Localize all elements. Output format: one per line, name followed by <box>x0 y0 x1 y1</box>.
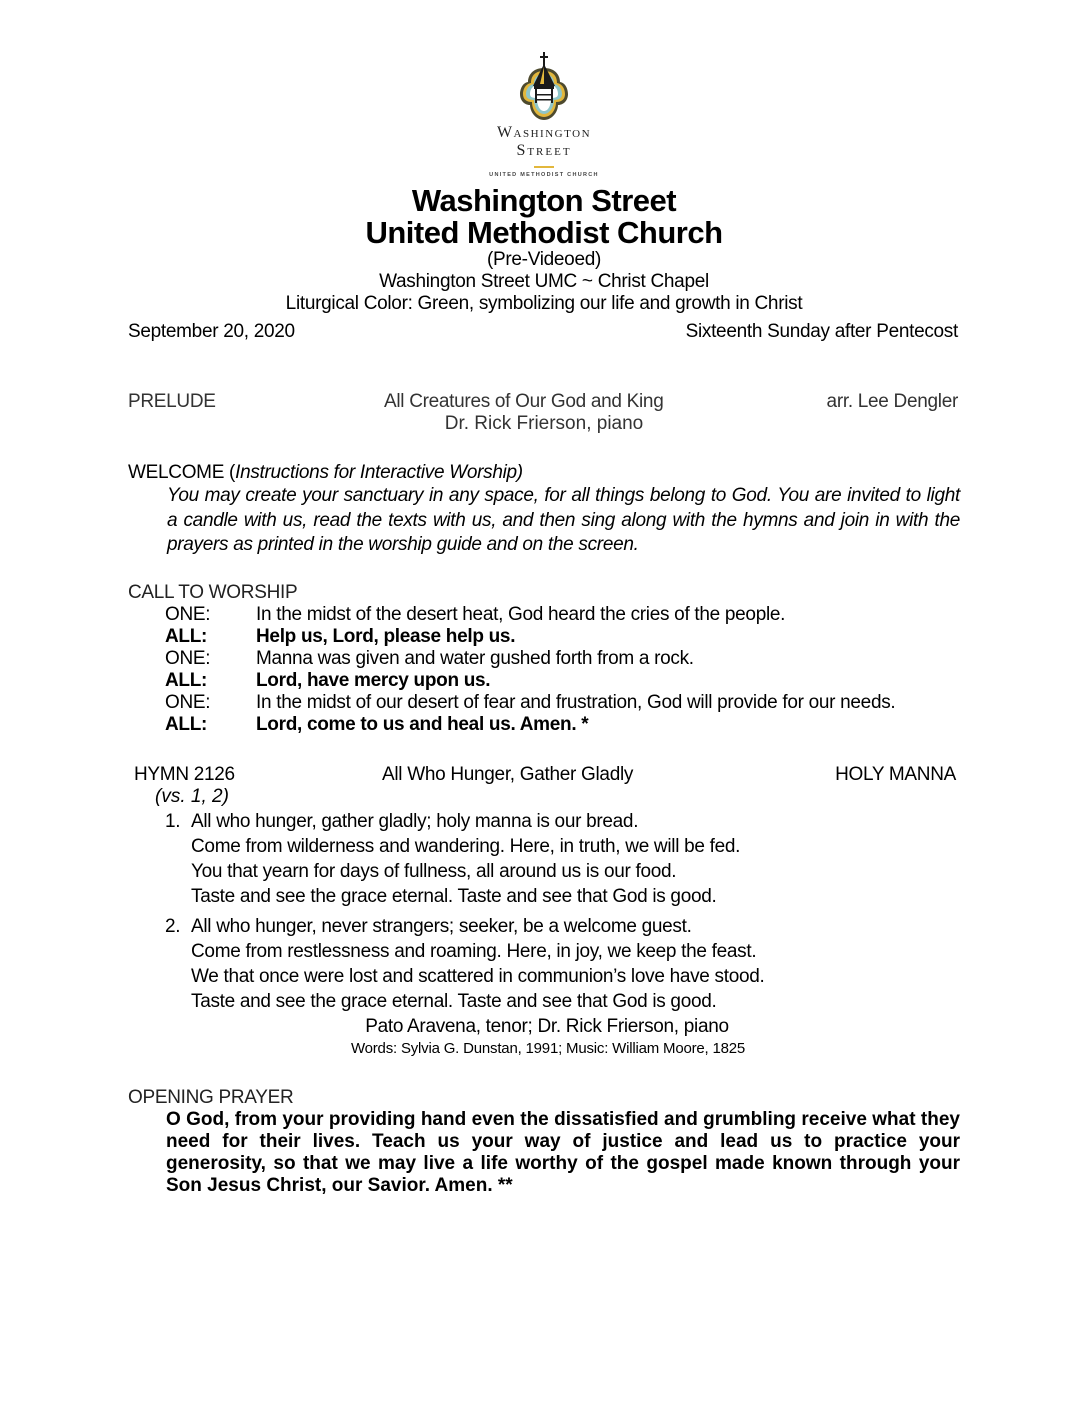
hymn-credits <box>0 1040 1088 1058</box>
service-location: Washington Street UMC ~ Christ Chapel <box>379 271 709 292</box>
litany-text: Lord, come to us and heal us. Amen. * <box>256 713 589 735</box>
hymn-verse <box>165 914 965 1014</box>
litany-speaker: ALL: <box>165 713 208 735</box>
litany-line <box>165 692 955 714</box>
page-title-line2: United Methodist Church <box>365 215 723 250</box>
prelude-title: All Creatures of Our God and King <box>384 391 664 412</box>
call-to-worship-list <box>165 604 955 736</box>
logo-wordmark-line2: Street <box>516 142 572 159</box>
logo-wordmark-line1: Washington <box>496 124 592 141</box>
hymn-number: HYMN 2126 <box>134 763 235 785</box>
service-note: (Pre-Videoed) <box>486 249 602 270</box>
litany-line <box>165 648 955 670</box>
verse-number: 2. <box>165 915 181 937</box>
litany-speaker: ONE: <box>165 691 211 713</box>
church-logo <box>469 50 619 179</box>
verse-line: Taste and see the grace eternal. Taste and see that God is good. <box>191 990 717 1012</box>
prelude-arranger: arr. Lee Dengler <box>826 391 958 412</box>
logo-subtitle: UNITED METHODIST CHURCH <box>489 172 599 178</box>
welcome-subtitle: Instructions for Interactive Worship) <box>235 462 523 483</box>
verse-line: Come from restlessness and roaming. Here, in joy, we keep the feast. <box>191 940 757 962</box>
logo-divider <box>534 166 554 168</box>
verse-line: Come from wilderness and wandering. Here, in truth, we will be fed. <box>191 835 741 857</box>
prelude-label: PRELUDE <box>128 391 216 412</box>
litany-speaker: ALL: <box>165 625 208 647</box>
welcome-body: You may create your sanctuary in any space, for all things belong to God. You are invited to light a candle with us, read the texts with us, and then sing along with the hymns and join in with the prayers as printed in the worship guide and on the screen. <box>167 485 960 555</box>
litany-line <box>165 604 955 626</box>
litany-line <box>165 626 955 648</box>
hymn-row <box>134 764 956 786</box>
litany-text: Help us, Lord, please help us. <box>256 625 516 647</box>
opening-prayer-body: O God, from your providing hand even the dissatisfied and grumbling receive what they need for their lives. Teach us your way of justice and lead us to practice your generosity, so that we may live a life worthy of the gospel made known through your Son Jesus Christ, our Savior. Amen. ** <box>166 1108 960 1196</box>
litany-text: Lord, have mercy upon us. <box>256 669 491 691</box>
litany-line <box>165 714 955 736</box>
date-row <box>128 321 958 343</box>
opening-prayer-heading: OPENING PRAYER <box>128 1086 294 1108</box>
hymn-verse <box>165 809 965 909</box>
call-to-worship-heading: CALL TO WORSHIP <box>128 581 298 603</box>
prelude-row <box>128 391 958 413</box>
hymn-performers-text: Pato Aravena, tenor; Dr. Rick Frierson, piano <box>365 1015 729 1037</box>
service-date: September 20, 2020 <box>128 321 295 342</box>
litany-line <box>165 670 955 692</box>
litany-speaker: ONE: <box>165 603 211 625</box>
hymn-tune: HOLY MANNA <box>835 763 956 785</box>
page-title-line1: Washington Street <box>411 183 677 218</box>
welcome-heading <box>128 462 1088 484</box>
liturgical-color: Liturgical Color: Green, symbolizing our life and growth in Christ <box>285 293 803 314</box>
litany-speaker: ONE: <box>165 647 211 669</box>
prelude-performer: Dr. Rick Frierson, piano <box>444 413 644 434</box>
litany-text: In the midst of the desert heat, God heard the cries of the people. <box>256 603 786 625</box>
hymn-title: All Who Hunger, Gather Gladly <box>382 763 634 785</box>
verse-line: We that once were lost and scattered in communion’s love have stood. <box>191 965 765 987</box>
welcome-label: WELCOME ( <box>128 462 236 483</box>
verse-line: All who hunger, gather gladly; holy manna is our bread. <box>191 810 639 832</box>
hymn-verses-note: (vs. 1, 2) <box>155 785 229 807</box>
hymn-performers <box>0 1016 1088 1038</box>
verse-line: You that yearn for days of fullness, all around us is our food. <box>191 860 677 882</box>
litany-speaker: ALL: <box>165 669 208 691</box>
verse-number: 1. <box>165 810 181 832</box>
litany-text: Manna was given and water gushed forth from a rock. <box>256 647 694 669</box>
verse-line: Taste and see the grace eternal. Taste and see that God is good. <box>191 885 717 907</box>
hymn-credits-text: Words: Sylvia G. Dunstan, 1991; Music: William Moore, 1825 <box>350 1039 746 1057</box>
litany-text: In the midst of our desert of fear and frustration, God will provide for our needs. <box>256 691 896 713</box>
verse-line: All who hunger, never strangers; seeker, be a welcome guest. <box>191 915 692 937</box>
steeple-quatrefoil-icon <box>514 50 574 122</box>
service-occasion: Sixteenth Sunday after Pentecost <box>685 321 958 342</box>
